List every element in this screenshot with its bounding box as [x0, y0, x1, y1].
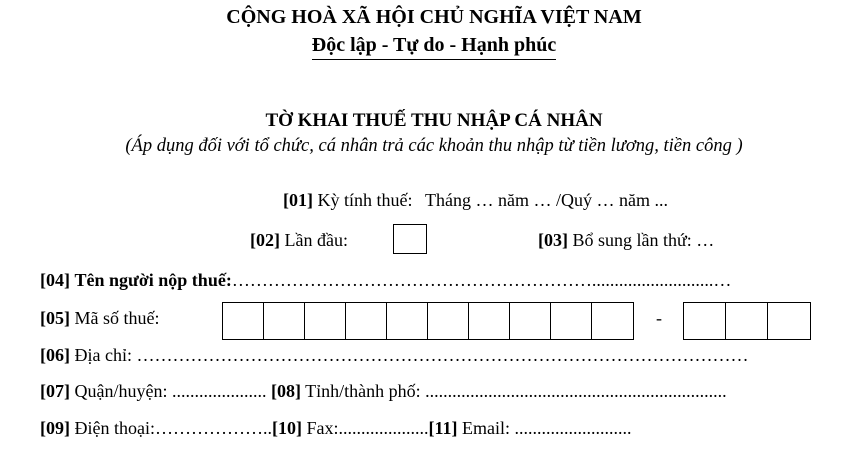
address-row [40, 345, 748, 366]
national-title: CỘNG HOÀ XÃ HỘI CHỦ NGHĨA VIỆT NAM [226, 6, 642, 28]
tax-code-suffix-digit[interactable] [768, 303, 810, 339]
motto [0, 34, 868, 60]
taxpayer-name-row [40, 270, 731, 291]
field-code-07: [07] [40, 381, 70, 401]
motto-text: Độc lập - Tự do - Hạnh phúc [312, 34, 556, 60]
tax-code-digit[interactable] [387, 303, 428, 339]
tax-period-value[interactable]: Tháng … năm … /Quý … năm ... [425, 190, 668, 210]
address-field[interactable]: ………………………………………………………………………………………… [136, 345, 749, 365]
phone-field[interactable]: ……………….. [154, 418, 272, 438]
field-code-06: [06] [40, 345, 70, 365]
contact-row [40, 418, 632, 439]
district-label: Quận/huyện: [74, 381, 168, 401]
form-subtitle: (Áp dụng đối với tổ chức, cá nhân trả các khoản thu nhập từ tiền lương, tiền công ) [125, 136, 743, 156]
tax-code-digit[interactable] [469, 303, 510, 339]
first-time-checkbox[interactable] [393, 224, 427, 254]
district-field[interactable]: ..................... [171, 381, 267, 401]
tax-code-digit[interactable] [223, 303, 264, 339]
supplement-row [538, 230, 714, 251]
phone-label: Điện thoại: [74, 418, 155, 438]
tax-code-digit[interactable] [305, 303, 346, 339]
tax-code-suffix-boxes[interactable] [683, 302, 811, 340]
tax-code-suffix-digit[interactable] [684, 303, 726, 339]
field-code-10: [10] [271, 418, 302, 438]
fax-field[interactable]: .................... [338, 418, 429, 438]
tax-code-boxes[interactable] [222, 302, 634, 340]
email-field[interactable]: .......................... [514, 418, 632, 438]
field-code-02: [02] [250, 230, 280, 250]
email-label: Email: [462, 418, 510, 438]
tax-period-label: Kỳ tính thuế: [317, 190, 413, 210]
taxpayer-name-label: Tên người nộp thuế: [74, 270, 232, 290]
tax-code-separator: - [656, 308, 662, 328]
tax-code-label [40, 308, 160, 329]
field-code-11: [11] [428, 418, 458, 438]
first-time-text: Lần đầu: [284, 230, 348, 250]
field-code-09: [09] [40, 418, 70, 438]
field-code-08: [08] [270, 381, 301, 401]
form-title: TỜ KHAI THUẾ THU NHẬP CÁ NHÂN [265, 110, 603, 131]
field-code-05: [05] [40, 308, 70, 328]
district-province-row [40, 381, 727, 402]
tax-period-row [283, 190, 668, 211]
tax-code-digit[interactable] [346, 303, 387, 339]
taxpayer-name-field[interactable]: ……………………………………………………...........................… [231, 270, 732, 290]
field-code-03: [03] [538, 230, 568, 250]
province-field[interactable]: ................................................................... [425, 381, 727, 401]
province-label: Tỉnh/thành phố: [305, 381, 421, 401]
tax-code-digit[interactable] [428, 303, 469, 339]
tax-code-text: Mã số thuế: [74, 308, 160, 328]
supplement-label[interactable]: Bổ sung lần thứ: … [572, 230, 715, 250]
first-time-label [250, 230, 348, 251]
tax-code-digit[interactable] [264, 303, 305, 339]
address-label: Địa chỉ: [74, 345, 132, 365]
tax-code-digit[interactable] [592, 303, 633, 339]
fax-label: Fax: [306, 418, 339, 438]
tax-code-digit[interactable] [551, 303, 592, 339]
tax-code-digit[interactable] [510, 303, 551, 339]
tax-code-suffix-digit[interactable] [726, 303, 768, 339]
field-code-04: [04] [40, 270, 70, 290]
field-code-01: [01] [283, 190, 313, 210]
